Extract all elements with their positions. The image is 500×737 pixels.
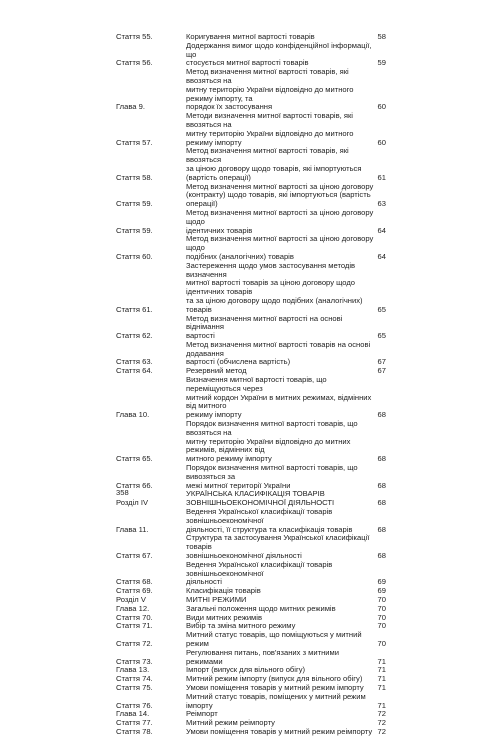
toc-entry-title: Метод визначення митної вартості товарів, які ввозяться за ціною договору щодо товарів, які імпортуються (вартість операції): [186, 146, 362, 182]
toc-entry: [116, 719, 386, 728]
toc-entry-label: Стаття 75.: [116, 682, 153, 692]
toc-entry-page: 69: [377, 586, 386, 596]
toc-entry-page: 70: [377, 638, 386, 648]
toc-entry-page: 65: [377, 331, 386, 341]
toc-entry: [116, 235, 386, 261]
toc-entry-label: Глава 13.: [116, 665, 150, 675]
toc-entry: [116, 631, 386, 649]
toc-entry-page: 68: [377, 551, 386, 561]
toc-entry-title: Умови поміщення товарів у митний режим реімпорту: [186, 726, 373, 736]
toc-entry-label: Глава 9.: [116, 102, 145, 112]
toc-entry-label: Стаття 64.: [116, 366, 153, 376]
toc-entry-title: Митний статус товарів, поміщених у митний режим імпорту: [186, 691, 366, 710]
toc-entry: [116, 622, 386, 631]
toc-entry-label: Стаття 65.: [116, 454, 153, 464]
toc-entry: [116, 587, 386, 596]
toc-entry: [116, 596, 386, 605]
toc-entry: [116, 420, 386, 464]
toc-entry-label: Стаття 71.: [116, 621, 153, 631]
toc-entry-title: Митний режим імпорту (випуск для вільного обігу): [186, 674, 363, 684]
toc-entry-page: 70: [377, 621, 386, 631]
toc-entry-title: Додержання вимог щодо конфіденційної інформації, що стосується митної вартості товарів: [186, 40, 372, 68]
toc-entry-title: Ведення Української класифікації товарів зовнішньоекономічної діяльності: [186, 559, 333, 587]
toc-entry-title: Структура та застосування Української класифікації товарів зовнішньоекономічної діяльності: [186, 533, 370, 561]
toc-entry-page: 69: [377, 577, 386, 587]
toc-entry-label: Глава 10.: [116, 410, 150, 420]
toc-entry-page: 63: [377, 199, 386, 209]
toc-entry: [116, 675, 386, 684]
toc-entry-label: Стаття 76.: [116, 700, 153, 710]
toc-entry-page: 61: [377, 172, 386, 182]
toc-entry: [116, 376, 386, 420]
page-number: 358: [116, 488, 129, 497]
toc-entry-page: 72: [377, 709, 386, 719]
toc-entry-title: Метод визначення митної вартості за ціною договору щодо ідентичних товарів: [186, 207, 374, 235]
toc-entry-label: Стаття 69.: [116, 586, 153, 596]
toc-entry-title: Застереження щодо умов застосування методів визначення митної вартості товарів за ціною договору щодо ідентичних товарів та за ціною договору щодо подібних (аналогічних) товарів: [186, 260, 363, 314]
toc-entry-page: 58: [377, 32, 386, 41]
toc-entry-page: 64: [377, 225, 386, 235]
toc-entry-page: 71: [377, 656, 386, 666]
toc-entry-label: Стаття 70.: [116, 612, 153, 622]
toc-entry-page: 67: [377, 357, 386, 367]
toc-entry-title: Резервний метод: [186, 366, 247, 376]
toc-entry-label: Розділ V: [116, 595, 146, 604]
toc-entry-title: Загальні положення щодо митних режимів: [186, 603, 336, 613]
toc-entry-page: 65: [377, 304, 386, 314]
toc-entry: [116, 112, 386, 147]
toc-entry: [116, 315, 386, 341]
toc-entry: [116, 42, 386, 68]
toc-entry: [116, 183, 386, 209]
toc-entry-label: Стаття 72.: [116, 638, 153, 648]
toc-entry-label: Стаття 63.: [116, 357, 153, 367]
toc-entry-title: Метод визначення митної вартості на основі віднімання вартості: [186, 313, 343, 341]
toc-entry: [116, 710, 386, 719]
toc-entry: [116, 534, 386, 560]
toc-entry-label: Розділ IV: [116, 498, 149, 508]
toc-entry: [116, 68, 386, 112]
toc-entry-title: Метод визначення митної вартості за ціною договору (контракту) щодо товарів, які імпортуються (вартість операції): [186, 181, 374, 209]
toc-entry-label: Стаття 68.: [116, 577, 153, 587]
toc-entry-label: Глава 14.: [116, 709, 150, 719]
toc-entry-label: Стаття 58.: [116, 172, 153, 182]
toc-entry-label: Стаття 67.: [116, 551, 153, 561]
toc-entry: [116, 464, 386, 490]
toc-entry-title: Реімпорт: [186, 709, 218, 719]
toc-entry-title: Вибір та зміна митного режиму: [186, 621, 296, 631]
toc-entry-title: Метод визначення митної вартості за ціною договору щодо подібних (аналогічних) товарів: [186, 234, 374, 261]
toc-entry-label: Стаття 60.: [116, 251, 153, 261]
toc-entry-page: 70: [377, 603, 386, 613]
toc-entry-page: 59: [377, 58, 386, 68]
toc-entry-title: МИТНІ РЕЖИМИ: [186, 595, 247, 604]
toc-entry-page: 70: [377, 612, 386, 622]
table-of-contents: [116, 33, 386, 737]
toc-entry: [116, 728, 386, 737]
toc-entry-page: 68: [377, 524, 386, 534]
toc-entry-title: УКРАЇНСЬКА КЛАСИФІКАЦІЯ ТОВАРІВ ЗОВНІШНЬОЕКОНОМІЧНОЇ ДІЯЛЬНОСТІ: [186, 489, 335, 508]
toc-entry-page: 68: [377, 410, 386, 420]
toc-entry-label: Глава 12.: [116, 603, 150, 613]
toc-entry: [116, 666, 386, 675]
toc-entry-page: 72: [377, 726, 386, 736]
toc-entry-title: Визначення митної вартості товарів, що переміщуються через митний кордон України в митних режимах, відмінних від митного режиму імпорту: [186, 375, 372, 420]
toc-entry-page: 72: [377, 718, 386, 728]
toc-entry-page: 70: [377, 595, 386, 604]
toc-entry-label: Стаття 73.: [116, 656, 153, 666]
toc-entry: [116, 649, 386, 667]
toc-entry-label: Стаття 77.: [116, 718, 153, 728]
toc-entry-title: Митний статус товарів, що поміщуються у митний режим: [186, 630, 362, 648]
toc-entry-label: Стаття 74.: [116, 674, 153, 684]
toc-entry-title: Види митних режимів: [186, 612, 262, 622]
toc-entry-label: Стаття 78.: [116, 726, 153, 736]
toc-entry-label: Стаття 66.: [116, 480, 153, 490]
toc-entry-label: Стаття 55.: [116, 32, 153, 41]
toc-entry: [116, 614, 386, 623]
toc-entry: [116, 147, 386, 182]
toc-entry: [116, 605, 386, 614]
toc-entry: [116, 508, 386, 534]
toc-entry: [116, 209, 386, 235]
toc-entry-title: Умови поміщення товарів у митний режим імпорту: [186, 682, 364, 692]
toc-entry-title: Порядок визначення митної вартості товарів, що вивозяться за межі митної території України: [186, 463, 358, 490]
toc-entry: [116, 341, 386, 367]
toc-entry-page: 71: [377, 665, 386, 675]
toc-entry: [116, 490, 386, 508]
toc-entry-page: 68: [377, 454, 386, 464]
toc-entry-page: 71: [377, 682, 386, 692]
toc-entry: [116, 684, 386, 693]
toc-entry-page: 64: [377, 251, 386, 261]
toc-entry-page: 60: [377, 102, 386, 112]
toc-entry-page: 67: [377, 366, 386, 376]
toc-entry-title: Метод визначення митної вартості товарів, які ввозяться на митну територію України відповідно до митного режиму імпорту, та порядок їх застосування: [186, 67, 354, 112]
toc-entry-title: Імпорт (випуск для вільного обігу): [186, 665, 306, 675]
toc-entry-title: Методи визначення митної вартості товарів, які ввозяться на митну територію України відповідно до митного режиму імпорту: [186, 111, 354, 147]
toc-entry-page: 68: [377, 480, 386, 490]
toc-entry-page: 71: [377, 700, 386, 710]
toc-entry-title: Ведення Української класифікації товарів зовнішньоекономічної діяльності, її структура та класифікація товарів: [186, 507, 353, 534]
toc-entry: [116, 561, 386, 587]
toc-entry-label: Стаття 61.: [116, 304, 153, 314]
toc-entry: [116, 693, 386, 711]
toc-entry-title: Регулювання питань, пов'язаних з митними режимами: [186, 647, 340, 666]
toc-entry-label: Стаття 57.: [116, 137, 153, 147]
toc-entry-label: Стаття 56.: [116, 58, 153, 68]
toc-entry-label: Стаття 59.: [116, 199, 153, 209]
toc-entry-title: Коригування митної вартості товарів: [186, 32, 315, 41]
toc-entry-title: Класифікація товарів: [186, 586, 261, 596]
toc-entry-title: Митний режим реімпорту: [186, 718, 275, 728]
toc-entry-label: Глава 11.: [116, 524, 149, 534]
toc-entry: [116, 262, 386, 315]
toc-entry-page: 71: [377, 674, 386, 684]
toc-entry-label: Стаття 62.: [116, 331, 153, 341]
toc-entry-title: Порядок визначення митної вартості товарів, що ввозяться на митну територію України відповідно до митних режимів, відмінних від митного режиму імпорту: [186, 419, 358, 464]
toc-entry-title: Метод визначення митної вартості товарів на основі додавання вартості (обчислена вартість): [186, 339, 371, 367]
toc-entry-page: 68: [377, 498, 386, 508]
toc-entry-page: 60: [377, 137, 386, 147]
toc-entry-label: Стаття 59.: [116, 225, 153, 235]
